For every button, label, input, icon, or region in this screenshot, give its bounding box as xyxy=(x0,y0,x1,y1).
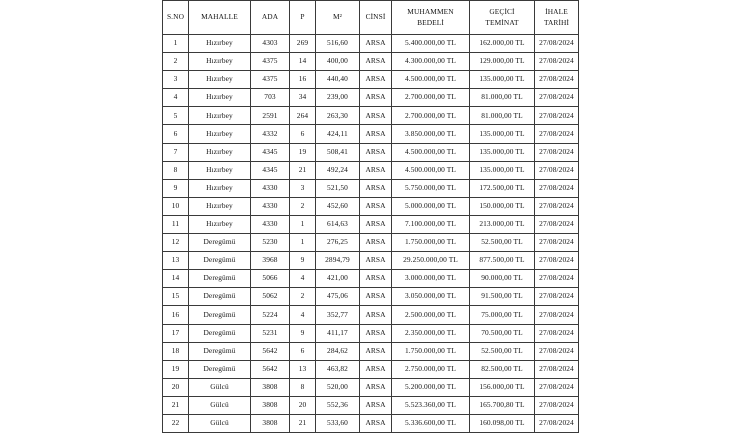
cell-cinsi: ARSA xyxy=(360,53,392,71)
cell-muhammen: 2.500.000,00 TL xyxy=(392,306,470,324)
cell-cinsi: ARSA xyxy=(360,143,392,161)
table-row xyxy=(163,414,579,432)
table-row xyxy=(163,143,579,161)
cell-p: 264 xyxy=(290,107,316,125)
table-row xyxy=(163,306,579,324)
table-row xyxy=(163,197,579,215)
cell-cinsi: ARSA xyxy=(360,35,392,53)
cell-muhammen: 2.750.000,00 TL xyxy=(392,360,470,378)
cell-sno: 14 xyxy=(163,270,189,288)
column-header-muhammen xyxy=(392,1,470,35)
cell-muhammen: 2.700.000,00 TL xyxy=(392,107,470,125)
cell-cinsi: ARSA xyxy=(360,288,392,306)
cell-m2: 521,50 xyxy=(316,179,360,197)
cell-cinsi: ARSA xyxy=(360,342,392,360)
cell-p: 19 xyxy=(290,143,316,161)
cell-m2: 400,00 xyxy=(316,53,360,71)
cell-mahalle: Deregümü xyxy=(189,234,251,252)
cell-p: 21 xyxy=(290,161,316,179)
cell-teminat: 81.000,00 TL xyxy=(470,89,535,107)
cell-mahalle: Hızırbey xyxy=(189,161,251,179)
table-row xyxy=(163,378,579,396)
cell-cinsi: ARSA xyxy=(360,125,392,143)
cell-cinsi: ARSA xyxy=(360,306,392,324)
cell-mahalle: Deregümü xyxy=(189,270,251,288)
cell-mahalle: Hızırbey xyxy=(189,125,251,143)
cell-muhammen: 5.000.000,00 TL xyxy=(392,197,470,215)
cell-teminat: 135.000,00 TL xyxy=(470,161,535,179)
cell-tarih: 27/08/2024 xyxy=(535,342,579,360)
cell-p: 3 xyxy=(290,179,316,197)
cell-mahalle: Gülcü xyxy=(189,378,251,396)
cell-teminat: 135.000,00 TL xyxy=(470,143,535,161)
cell-muhammen: 3.050.000,00 TL xyxy=(392,288,470,306)
cell-teminat: 150.000,00 TL xyxy=(470,197,535,215)
cell-teminat: 75.000,00 TL xyxy=(470,306,535,324)
cell-mahalle: Gülcü xyxy=(189,414,251,432)
cell-tarih: 27/08/2024 xyxy=(535,143,579,161)
cell-muhammen: 5.336.600,00 TL xyxy=(392,414,470,432)
cell-teminat: 165.700,80 TL xyxy=(470,396,535,414)
cell-muhammen: 5.750.000,00 TL xyxy=(392,179,470,197)
cell-tarih: 27/08/2024 xyxy=(535,414,579,432)
table-row xyxy=(163,35,579,53)
cell-muhammen: 4.300.000,00 TL xyxy=(392,53,470,71)
cell-m2: 352,77 xyxy=(316,306,360,324)
cell-muhammen: 4.500.000,00 TL xyxy=(392,71,470,89)
cell-teminat: 135.000,00 TL xyxy=(470,125,535,143)
cell-mahalle: Deregümü xyxy=(189,252,251,270)
cell-muhammen: 1.750.000,00 TL xyxy=(392,342,470,360)
column-header-line-1: GEÇİCİ xyxy=(489,6,515,16)
cell-tarih: 27/08/2024 xyxy=(535,378,579,396)
cell-m2: 411,17 xyxy=(316,324,360,342)
cell-muhammen: 4.500.000,00 TL xyxy=(392,143,470,161)
cell-ada: 3808 xyxy=(251,414,290,432)
cell-m2: 421,00 xyxy=(316,270,360,288)
table-row xyxy=(163,179,579,197)
cell-sno: 13 xyxy=(163,252,189,270)
cell-muhammen: 5.523.360,00 TL xyxy=(392,396,470,414)
cell-muhammen: 7.100.000,00 TL xyxy=(392,215,470,233)
table-row xyxy=(163,234,579,252)
table-row xyxy=(163,252,579,270)
cell-tarih: 27/08/2024 xyxy=(535,161,579,179)
cell-ada: 4345 xyxy=(251,143,290,161)
table-row xyxy=(163,107,579,125)
cell-m2: 424,11 xyxy=(316,125,360,143)
cell-m2: 440,40 xyxy=(316,71,360,89)
table-row xyxy=(163,89,579,107)
column-header-line-1: P xyxy=(300,12,305,22)
cell-ada: 2591 xyxy=(251,107,290,125)
cell-sno: 12 xyxy=(163,234,189,252)
cell-cinsi: ARSA xyxy=(360,71,392,89)
cell-p: 34 xyxy=(290,89,316,107)
table-row xyxy=(163,125,579,143)
cell-ada: 5642 xyxy=(251,342,290,360)
table-row xyxy=(163,342,579,360)
cell-sno: 17 xyxy=(163,324,189,342)
cell-cinsi: ARSA xyxy=(360,89,392,107)
cell-m2: 520,00 xyxy=(316,378,360,396)
cell-sno: 5 xyxy=(163,107,189,125)
cell-sno: 20 xyxy=(163,378,189,396)
cell-p: 14 xyxy=(290,53,316,71)
cell-ada: 5642 xyxy=(251,360,290,378)
cell-sno: 6 xyxy=(163,125,189,143)
cell-cinsi: ARSA xyxy=(360,378,392,396)
cell-sno: 2 xyxy=(163,53,189,71)
cell-muhammen: 2.350.000,00 TL xyxy=(392,324,470,342)
cell-tarih: 27/08/2024 xyxy=(535,396,579,414)
cell-teminat: 81.000,00 TL xyxy=(470,107,535,125)
column-header-line-1: MUHAMMEN xyxy=(407,6,454,16)
cell-cinsi: ARSA xyxy=(360,161,392,179)
cell-m2: 614,63 xyxy=(316,215,360,233)
column-header-line-2: BEDELİ xyxy=(417,17,444,27)
cell-mahalle: Deregümü xyxy=(189,306,251,324)
cell-ada: 5224 xyxy=(251,306,290,324)
cell-ada: 4330 xyxy=(251,179,290,197)
cell-cinsi: ARSA xyxy=(360,270,392,288)
cell-m2: 276,25 xyxy=(316,234,360,252)
cell-tarih: 27/08/2024 xyxy=(535,360,579,378)
table-body xyxy=(163,35,579,433)
cell-m2: 239,00 xyxy=(316,89,360,107)
cell-ada: 4345 xyxy=(251,161,290,179)
cell-mahalle: Hızırbey xyxy=(189,71,251,89)
column-header-teminat xyxy=(470,1,535,35)
cell-tarih: 27/08/2024 xyxy=(535,215,579,233)
cell-p: 16 xyxy=(290,71,316,89)
cell-m2: 475,06 xyxy=(316,288,360,306)
cell-mahalle: Hızırbey xyxy=(189,215,251,233)
cell-m2: 492,24 xyxy=(316,161,360,179)
column-header-cinsi xyxy=(360,1,392,35)
cell-cinsi: ARSA xyxy=(360,197,392,215)
cell-p: 1 xyxy=(290,234,316,252)
cell-ada: 3968 xyxy=(251,252,290,270)
cell-mahalle: Hızırbey xyxy=(189,143,251,161)
cell-p: 4 xyxy=(290,270,316,288)
column-header-m2 xyxy=(316,1,360,35)
cell-tarih: 27/08/2024 xyxy=(535,306,579,324)
column-header-line-1: MAHALLE xyxy=(201,12,238,22)
cell-teminat: 52.500,00 TL xyxy=(470,342,535,360)
cell-p: 8 xyxy=(290,378,316,396)
cell-ada: 4375 xyxy=(251,71,290,89)
cell-muhammen: 5.400.000,00 TL xyxy=(392,35,470,53)
cell-p: 6 xyxy=(290,125,316,143)
cell-cinsi: ARSA xyxy=(360,107,392,125)
column-header-line-2: TARİHİ xyxy=(543,17,570,27)
cell-sno: 22 xyxy=(163,414,189,432)
cell-tarih: 27/08/2024 xyxy=(535,89,579,107)
cell-sno: 15 xyxy=(163,288,189,306)
column-header-line-1: ADA xyxy=(261,12,279,22)
cell-teminat: 877.500,00 TL xyxy=(470,252,535,270)
table-row xyxy=(163,396,579,414)
cell-tarih: 27/08/2024 xyxy=(535,234,579,252)
cell-mahalle: Deregümü xyxy=(189,360,251,378)
cell-muhammen: 1.750.000,00 TL xyxy=(392,234,470,252)
cell-m2: 263,30 xyxy=(316,107,360,125)
cell-p: 6 xyxy=(290,342,316,360)
cell-mahalle: Gülcü xyxy=(189,396,251,414)
cell-ada: 5066 xyxy=(251,270,290,288)
column-header-line-1: S.NO xyxy=(166,12,185,22)
cell-teminat: 156.000,00 TL xyxy=(470,378,535,396)
cell-sno: 9 xyxy=(163,179,189,197)
cell-sno: 8 xyxy=(163,161,189,179)
cell-teminat: 213.000,00 TL xyxy=(470,215,535,233)
table-row xyxy=(163,270,579,288)
cell-cinsi: ARSA xyxy=(360,234,392,252)
cell-teminat: 172.500,00 TL xyxy=(470,179,535,197)
column-header-line-1: M² xyxy=(333,12,342,22)
cell-teminat: 52.500,00 TL xyxy=(470,234,535,252)
cell-tarih: 27/08/2024 xyxy=(535,179,579,197)
cell-teminat: 129.000,00 TL xyxy=(470,53,535,71)
cell-muhammen: 29.250.000,00 TL xyxy=(392,252,470,270)
cell-sno: 19 xyxy=(163,360,189,378)
cell-tarih: 27/08/2024 xyxy=(535,197,579,215)
cell-cinsi: ARSA xyxy=(360,324,392,342)
column-header-ada xyxy=(251,1,290,35)
cell-cinsi: ARSA xyxy=(360,215,392,233)
cell-p: 9 xyxy=(290,324,316,342)
column-header-sno xyxy=(163,1,189,35)
cell-teminat: 135.000,00 TL xyxy=(470,71,535,89)
table-header xyxy=(163,1,579,35)
cell-ada: 703 xyxy=(251,89,290,107)
table-row xyxy=(163,288,579,306)
cell-cinsi: ARSA xyxy=(360,252,392,270)
cell-teminat: 160.098,00 TL xyxy=(470,414,535,432)
cell-sno: 11 xyxy=(163,215,189,233)
cell-tarih: 27/08/2024 xyxy=(535,125,579,143)
cell-cinsi: ARSA xyxy=(360,414,392,432)
cell-mahalle: Hızırbey xyxy=(189,89,251,107)
cell-cinsi: ARSA xyxy=(360,360,392,378)
cell-mahalle: Hızırbey xyxy=(189,107,251,125)
cell-m2: 284,62 xyxy=(316,342,360,360)
cell-m2: 508,41 xyxy=(316,143,360,161)
cell-m2: 452,60 xyxy=(316,197,360,215)
column-header-tarih xyxy=(535,1,579,35)
auction-listing-table xyxy=(162,0,579,433)
table-row xyxy=(163,161,579,179)
cell-tarih: 27/08/2024 xyxy=(535,71,579,89)
cell-sno: 21 xyxy=(163,396,189,414)
cell-teminat: 162.000,00 TL xyxy=(470,35,535,53)
table-row xyxy=(163,53,579,71)
cell-teminat: 91.500,00 TL xyxy=(470,288,535,306)
cell-muhammen: 2.700.000,00 TL xyxy=(392,89,470,107)
cell-teminat: 82.500,00 TL xyxy=(470,360,535,378)
cell-mahalle: Hızırbey xyxy=(189,53,251,71)
cell-muhammen: 3.000.000,00 TL xyxy=(392,270,470,288)
column-header-mahalle xyxy=(189,1,251,35)
cell-sno: 10 xyxy=(163,197,189,215)
cell-tarih: 27/08/2024 xyxy=(535,288,579,306)
cell-p: 2 xyxy=(290,197,316,215)
cell-teminat: 90.000,00 TL xyxy=(470,270,535,288)
cell-cinsi: ARSA xyxy=(360,396,392,414)
cell-muhammen: 5.200.000,00 TL xyxy=(392,378,470,396)
auction-table-container xyxy=(162,0,578,433)
cell-teminat: 70.500,00 TL xyxy=(470,324,535,342)
column-header-p xyxy=(290,1,316,35)
cell-cinsi: ARSA xyxy=(360,179,392,197)
column-header-line-2: TEMİNAT xyxy=(485,17,519,27)
cell-mahalle: Hızırbey xyxy=(189,179,251,197)
cell-m2: 533,60 xyxy=(316,414,360,432)
cell-p: 20 xyxy=(290,396,316,414)
cell-m2: 516,60 xyxy=(316,35,360,53)
cell-sno: 18 xyxy=(163,342,189,360)
cell-ada: 5231 xyxy=(251,324,290,342)
cell-mahalle: Hızırbey xyxy=(189,197,251,215)
table-row xyxy=(163,324,579,342)
cell-ada: 4330 xyxy=(251,215,290,233)
cell-p: 2 xyxy=(290,288,316,306)
cell-sno: 3 xyxy=(163,71,189,89)
cell-p: 269 xyxy=(290,35,316,53)
cell-mahalle: Deregümü xyxy=(189,342,251,360)
cell-tarih: 27/08/2024 xyxy=(535,252,579,270)
cell-tarih: 27/08/2024 xyxy=(535,53,579,71)
cell-sno: 7 xyxy=(163,143,189,161)
cell-p: 4 xyxy=(290,306,316,324)
cell-muhammen: 4.500.000,00 TL xyxy=(392,161,470,179)
table-header-row xyxy=(163,1,579,35)
cell-p: 21 xyxy=(290,414,316,432)
cell-p: 1 xyxy=(290,215,316,233)
cell-ada: 3808 xyxy=(251,396,290,414)
column-header-line-1: İHALE xyxy=(545,6,568,16)
cell-ada: 3808 xyxy=(251,378,290,396)
cell-p: 9 xyxy=(290,252,316,270)
cell-sno: 4 xyxy=(163,89,189,107)
table-row xyxy=(163,71,579,89)
cell-mahalle: Hızırbey xyxy=(189,35,251,53)
cell-ada: 4375 xyxy=(251,53,290,71)
cell-ada: 5230 xyxy=(251,234,290,252)
table-row xyxy=(163,360,579,378)
cell-muhammen: 3.850.000,00 TL xyxy=(392,125,470,143)
cell-tarih: 27/08/2024 xyxy=(535,324,579,342)
cell-tarih: 27/08/2024 xyxy=(535,107,579,125)
cell-ada: 5062 xyxy=(251,288,290,306)
cell-sno: 1 xyxy=(163,35,189,53)
cell-mahalle: Deregümü xyxy=(189,288,251,306)
cell-p: 13 xyxy=(290,360,316,378)
cell-m2: 552,36 xyxy=(316,396,360,414)
cell-m2: 463,82 xyxy=(316,360,360,378)
cell-ada: 4332 xyxy=(251,125,290,143)
cell-m2: 2894,79 xyxy=(316,252,360,270)
cell-ada: 4330 xyxy=(251,197,290,215)
cell-tarih: 27/08/2024 xyxy=(535,270,579,288)
cell-mahalle: Deregümü xyxy=(189,324,251,342)
cell-ada: 4303 xyxy=(251,35,290,53)
cell-tarih: 27/08/2024 xyxy=(535,35,579,53)
table-row xyxy=(163,215,579,233)
cell-sno: 16 xyxy=(163,306,189,324)
column-header-line-1: CİNSİ xyxy=(365,12,386,22)
